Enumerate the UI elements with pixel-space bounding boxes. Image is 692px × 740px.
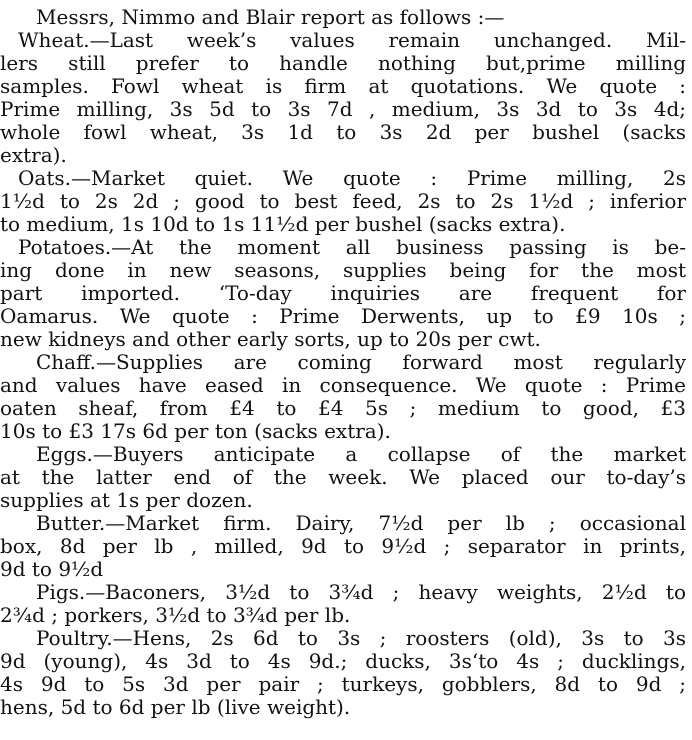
report-heading: Messrs, Nimmo and Blair report as follows :— (36, 5, 505, 29)
report-line: hens, 5d to 6d per lb (live weight). (0, 695, 351, 719)
report-line: to medium, 1s 10d to 1s 11½d per bushel (sacks extra). (0, 212, 566, 236)
report-line: Oats.—Market quiet. We quote : Prime milling, 2s (18, 166, 686, 190)
report-line: Poultry.—Hens, 2s 6d to 3s ; roosters (old), 3s to 3s (36, 626, 686, 650)
report-line: Eggs.—Buyers anticipate a collapse of the market (36, 442, 686, 466)
report-line: Oamarus. We quote : Prime Derwents, up to £9 10s ; (0, 304, 686, 328)
report-line: lers still prefer to handle nothing but,prime milling (0, 51, 686, 75)
report-line: new kidneys and other early sorts, up to 20s per cwt. (0, 327, 541, 351)
report-line: 9d (young), 4s 3d to 4s 9d.; ducks, 3s‘to 4s ; ducklings, (0, 649, 686, 673)
report-body (0, 29, 686, 719)
report-line: Butter.—Market firm. Dairy, 7½d per lb ; occasional (36, 511, 686, 535)
report-line: samples. Fowl wheat is firm at quotations. We quote : (0, 74, 686, 98)
report-line: supplies at 1s per dozen. (0, 488, 253, 512)
report-line: whole fowl wheat, 3s 1d to 3s 2d per bushel (sacks (0, 120, 686, 144)
report-line: oaten sheaf, from £4 to £4 5s ; medium to good, £3 (0, 396, 686, 420)
report-line: 9d to 9½d (0, 557, 104, 581)
report-line: Chaff.—Supplies are coming forward most regularly (36, 350, 686, 374)
report-line: at the latter end of the week. We placed our to-day’s (0, 465, 686, 489)
report-line: Wheat.—Last week’s values remain unchanged. Mil- (18, 28, 686, 52)
report-line: 1½d to 2s 2d ; good to best feed, 2s to 2s 1½d ; inferior (0, 189, 686, 213)
report-line: box, 8d per lb , milled, 9d to 9½d ; separator in prints, (0, 534, 686, 558)
report-line: 4s 9d to 5s 3d per pair ; turkeys, gobblers, 8d to 9d ; (0, 672, 686, 696)
report-line: Potatoes.—At the moment all business passing is be- (18, 235, 686, 259)
report-line: Pigs.—Baconers, 3½d to 3¾d ; heavy weights, 2½d to (36, 580, 686, 604)
report-line: 2¾d ; porkers, 3½d to 3¾d per lb. (0, 603, 351, 627)
report-line: ing done in new seasons, supplies being for the most (0, 258, 686, 282)
report-line: part imported. ‘To-day inquiries are frequent for (0, 281, 686, 305)
report-line: Prime milling, 3s 5d to 3s 7d , medium, 3s 3d to 3s 4d; (0, 97, 686, 121)
report-line: and values have eased in consequence. We quote : Prime (0, 373, 686, 397)
report-line: 10s to £3 17s 6d per ton (sacks extra). (0, 419, 391, 443)
report-line: extra). (0, 143, 67, 167)
